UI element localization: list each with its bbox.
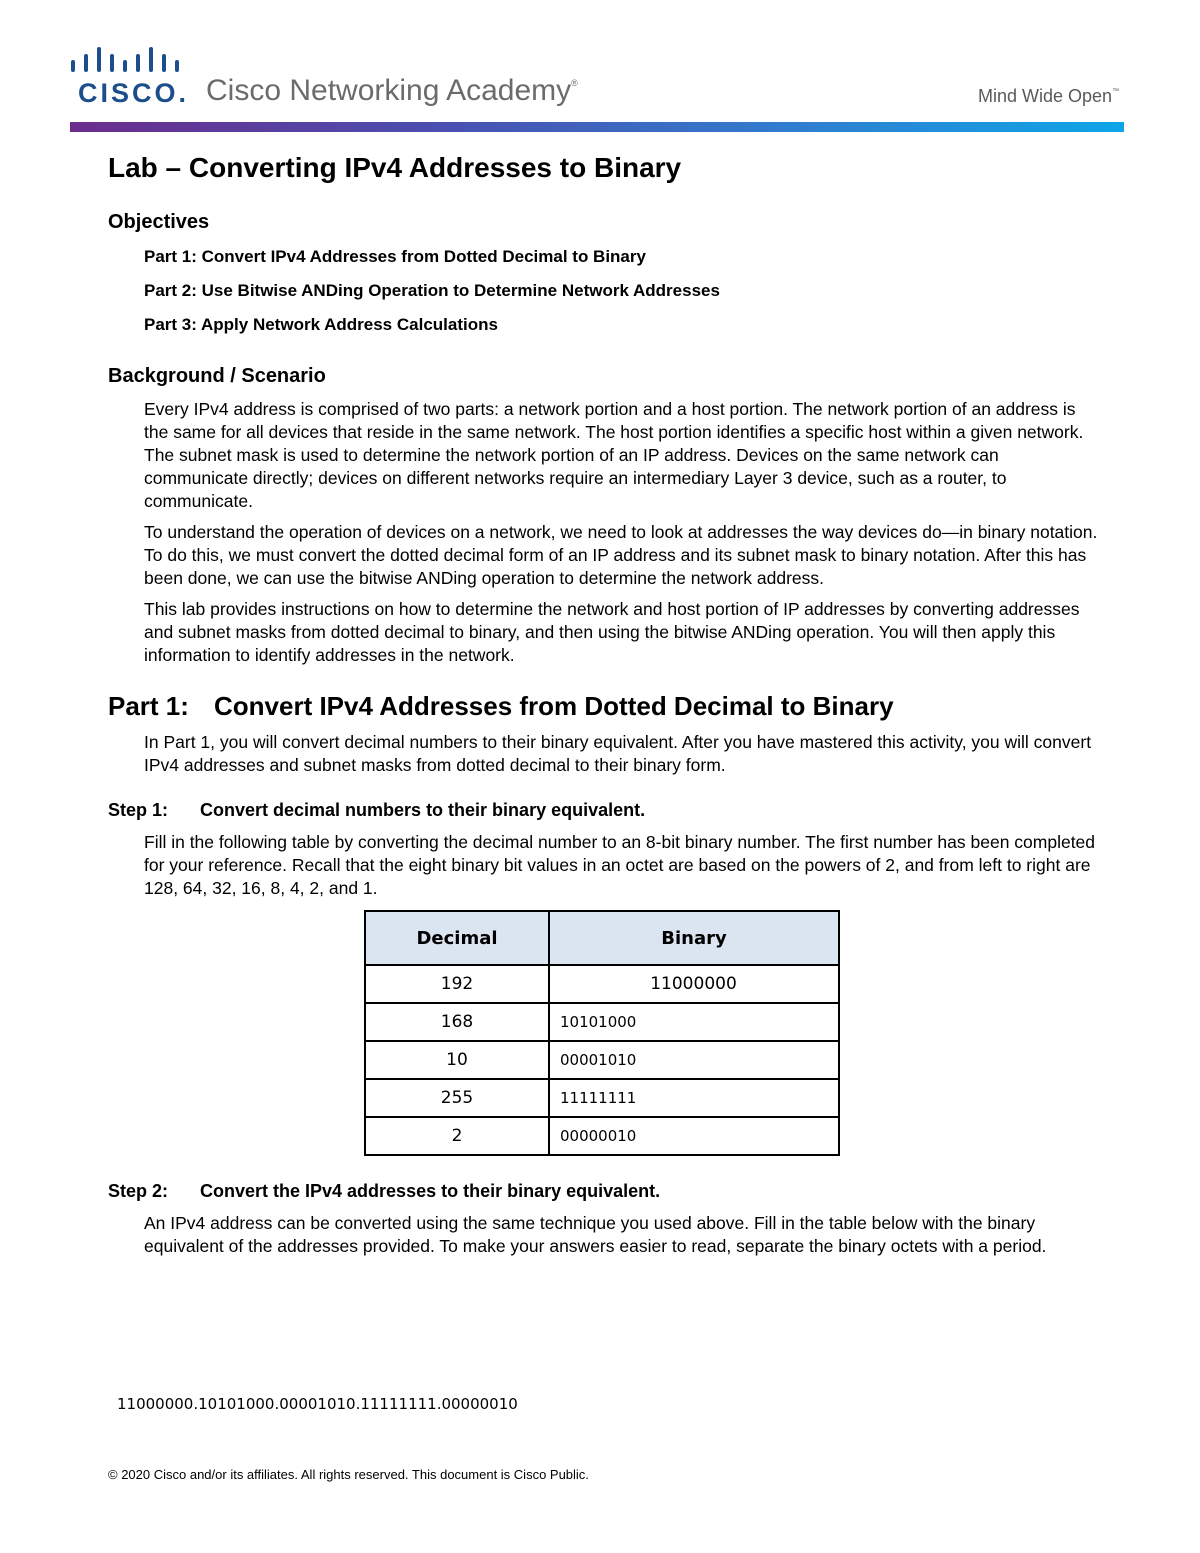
background-paragraph: This lab provides instructions on how to determine the network and host portion of IP addresses by converting addresses and subnet masks from dotted decimal to binary, and then using the bitwise ANDing operation. You will then apply this information to identify addresses in the network. [144, 599, 1080, 665]
document-body [108, 148, 1108, 1258]
decimal-cell: 168 [365, 1003, 549, 1041]
part1-heading: Part 1: Convert IPv4 Addresses from Dotted Decimal to Binary [108, 691, 894, 721]
background-paragraph: Every IPv4 address is comprised of two parts: a network portion and a host portion. The network portion of an address is the same for all devices that reside in the same network. The host portion identifies a specific host within a given network. The subnet mask is used to determine the network portion of an IP address. Devices on the same network can communicate directly; devices on different networks require an intermediary Layer 3 device, such as a router, to communicate. [144, 399, 1084, 511]
objective-item: Part 3: Apply Network Address Calculations [144, 315, 498, 334]
academy-name: Cisco Networking Academy® [206, 74, 578, 107]
binary-cell[interactable]: 00000010 [549, 1117, 839, 1155]
decimal-cell: 255 [365, 1079, 549, 1117]
objective-item: Part 1: Convert IPv4 Addresses from Dotted Decimal to Binary [144, 247, 646, 266]
binary-cell: 11000000 [549, 965, 839, 1003]
background-paragraph: To understand the operation of devices on a network, we need to look at addresses the way devices do—in binary notation. To do this, we must convert the dotted decimal form of an IP address and its subnet mask to binary notation. After this has been done, we can use the bitwise ANDing operation to determine the network address. [144, 522, 1098, 588]
table-row [365, 1041, 839, 1079]
table-row [365, 1003, 839, 1041]
decimal-cell: 10 [365, 1041, 549, 1079]
table-row [365, 1117, 839, 1155]
decimal-cell: 2 [365, 1117, 549, 1155]
decimal-cell: 192 [365, 965, 549, 1003]
binary-cell[interactable]: 11111111 [549, 1079, 839, 1117]
part1-intro: In Part 1, you will convert decimal numbers to their binary equivalent. After you have mastered this activity, you will convert IPv4 addresses and subnet masks from dotted decimal to their binary form. [144, 732, 1092, 775]
cisco-wordmark: CISCO. [78, 78, 190, 108]
decimal-binary-table [364, 910, 840, 1156]
step2-text: An IPv4 address can be converted using the same technique you used above. Fill in the table below with the binary equivalent of the addresses provided. To make your answers easier to read, separate the binary octets with a period. [144, 1213, 1047, 1256]
step1-text: Fill in the following table by converting the decimal number to an 8-bit binary number. The first number has been completed for your reference. Recall that the eight binary bit values in an octet are based on the powers of 2, and from left to right are 128, 64, 32, 16, 8, 4, 2, and 1. [144, 832, 1096, 898]
copyright-footer: © 2020 Cisco and/or its affiliates. All rights reserved. This document is Cisco Public. [108, 1467, 589, 1482]
background-heading: Background / Scenario [108, 365, 326, 387]
decimal-column-header: Decimal [365, 911, 549, 965]
lab-title: Lab – Converting IPv4 Addresses to Binary [108, 152, 682, 183]
binary-cell[interactable]: 00001010 [549, 1041, 839, 1079]
objective-item: Part 2: Use Bitwise ANDing Operation to Determine Network Addresses [144, 281, 720, 300]
tagline: Mind Wide Open™ [978, 86, 1120, 106]
binary-cell[interactable]: 10101000 [549, 1003, 839, 1041]
binary-address-answer[interactable]: 11000000.10101000.00001010.11111111.00000010 [117, 1395, 518, 1413]
step2-heading: Step 2: Convert the IPv4 addresses to their binary equivalent. [108, 1181, 661, 1201]
table-row [365, 965, 839, 1003]
cisco-logo-bars-icon [70, 46, 180, 76]
page-header [0, 0, 1200, 140]
step1-heading: Step 1: Convert decimal numbers to their binary equivalent. [108, 800, 646, 820]
header-gradient-bar [70, 122, 1124, 132]
table-row [365, 1079, 839, 1117]
binary-column-header: Binary [549, 911, 839, 965]
objectives-heading: Objectives [108, 211, 210, 233]
table-header-row [365, 911, 839, 965]
